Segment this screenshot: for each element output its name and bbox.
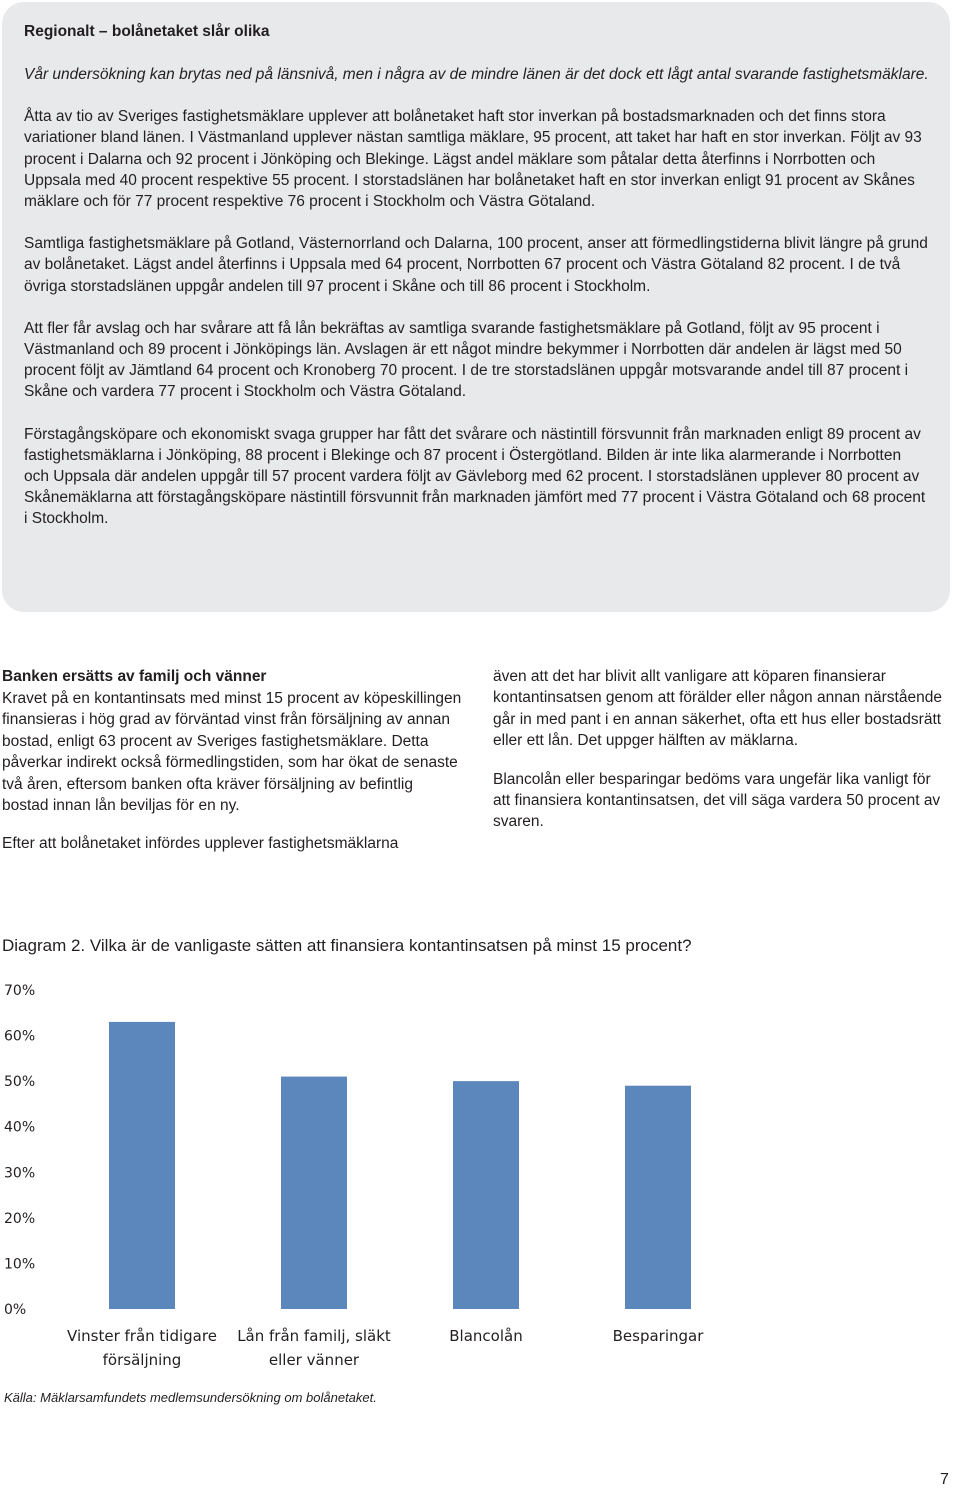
y-tick-label: 10% (4, 1256, 36, 1273)
bar-chart (0, 970, 960, 1385)
box-paragraph: Förstagångsköpare och ekonomiskt svaga grupper har fått det svårare och nästintill försvunnit från marknaden enligt 89 procent av fastighetsmäklarna i Jönköping, 88 procent i Blekinge och 87 procent i Östergötland. Bilden är inte lika alarmerande i Norrbotten och Uppsala där andelen uppgår till 57 procent vardera följt av Gävleborg med 62 procent. I storstadslänen upplever 80 procent av Skånemäklarna att förstagångsköpare nästintill försvunnit från marknaden jämfört med 77 procent i Västra Götaland och 68 procent i Stockholm. (24, 425, 926, 528)
y-tick-label: 30% (4, 1165, 36, 1182)
bar (453, 1081, 519, 1309)
box-paragraph: Samtliga fastighetsmäklare på Gotland, Västernorrland och Dalarna, 100 procent, anser att förmedlingstiderna blivit längre på grund av bolånetaket. Lägst andel återfinns i Uppsala med 64 procent, Norrbotten 67 procent och Västra Götaland 82 procent. I de två övriga storstadslänen uppgår andelen till 97 procent i Skåne och till 86 procent i Stockholm. (24, 235, 928, 295)
section-heading: Banken ersätts av familj och vänner (2, 668, 267, 685)
diagram-title: Diagram 2. Vilka är de vanligaste sätten att finansiera kontantinsatsen på minst 15 procent? (2, 936, 692, 955)
left-paragraph-2: Efter att bolånetaket infördes upplever fastighetsmäklarna (2, 835, 399, 853)
category-label: eller vänner (268, 1351, 360, 1369)
y-tick-label: 40% (4, 1119, 36, 1136)
regional-info-box (2, 2, 950, 612)
category-label: Vinster från tidigare (67, 1327, 217, 1345)
category-label: försäljning (102, 1351, 182, 1369)
left-paragraph-1: Kravet på en kontantinsats med minst 15 procent av köpeskillingen finansieras i hög grad av förväntad vinst från försäljning av annan bostad, enligt 63 procent av Sveriges fastighetsmäklare. Detta påverkar indirekt också förmedlingstiden, som har ökat de senaste två åren, eftersom banken ofta kräver försäljning av befintlig bostad innan lån beviljas för en ny. (2, 690, 462, 815)
y-tick-label: 0% (4, 1302, 27, 1318)
y-tick-label: 50% (4, 1074, 36, 1091)
right-paragraph-1: även att det har blivit allt vanligare att köparen finansierar kontantinsatsen genom att förälder eller någon annan närstående går in med pant i en annan säkerhet, ofta ett hus eller bostadsrätt eller ett lån. Det uppger hälften av mäklarna. (493, 668, 942, 750)
y-tick-label: 60% (4, 1028, 36, 1045)
source-note: Källa: Mäklarsamfundets medlemsundersökning om bolånetaket. (4, 1390, 377, 1405)
y-tick-label: 70% (4, 983, 36, 999)
box-paragraph: Åtta av tio av Sveriges fastighetsmäklare upplever att bolånetaket haft stor inverkan på bostadsmarknaden och det finns stora variationer bland länen. I Västmanland upplever nästan samtliga mäklare, 95 procent, att taket har haft en stor inverkan. Följt av 93 procent i Dalarna och 92 procent i Jönköping och Blekinge. Lägst andel mäklare som påtalar detta återfinns i Norrbotten och Uppsala med 40 procent respektive 55 procent. I storstadslänen har bolånetaket haft en stor inverkan enligt 91 procent av Skånes mäklare och för 77 procent respektive 76 procent i Stockholm och Västra Götaland. (24, 108, 922, 211)
box-intro: Vår undersökning kan brytas ned på länsnivå, men i några av de mindre länen är det dock ett lågt antal svarande fastighetsmäklare. (24, 66, 929, 83)
category-label: Besparingar (612, 1327, 704, 1345)
bar (109, 1022, 175, 1309)
right-paragraph-2: Blancolån eller besparingar bedöms vara ungefär lika vanligt för att finansiera kontantinsatsen, det vill säga vardera 50 procent av svaren. (493, 770, 941, 831)
right-text-column (493, 666, 948, 833)
category-label: Lån från familj, släkt (237, 1327, 391, 1345)
bar (625, 1086, 691, 1309)
category-label: Blancolån (449, 1327, 523, 1345)
box-heading: Regionalt – bolånetaket slår olika (24, 23, 270, 40)
bar (281, 1077, 347, 1309)
box-paragraph: Att fler får avslag och har svårare att få lån bekräftas av samtliga svarande fastighetsmäklare på Gotland, följt av 95 procent i Västmanland och 89 procent i Jönköpings län. Avslagen är ett något mindre bekymmer i Norrbotten där andelen är lägst med 50 procent följt av Jämtland 64 procent och Kronoberg 70 procent. I de tre storstadslänen uppgår motsvarande andel till 87 procent i Skåne och vardera 77 procent i Stockholm och Västra Götaland. (24, 319, 909, 401)
page-number: 7 (940, 1471, 949, 1488)
left-text-column (2, 666, 462, 855)
y-tick-label: 20% (4, 1210, 36, 1227)
